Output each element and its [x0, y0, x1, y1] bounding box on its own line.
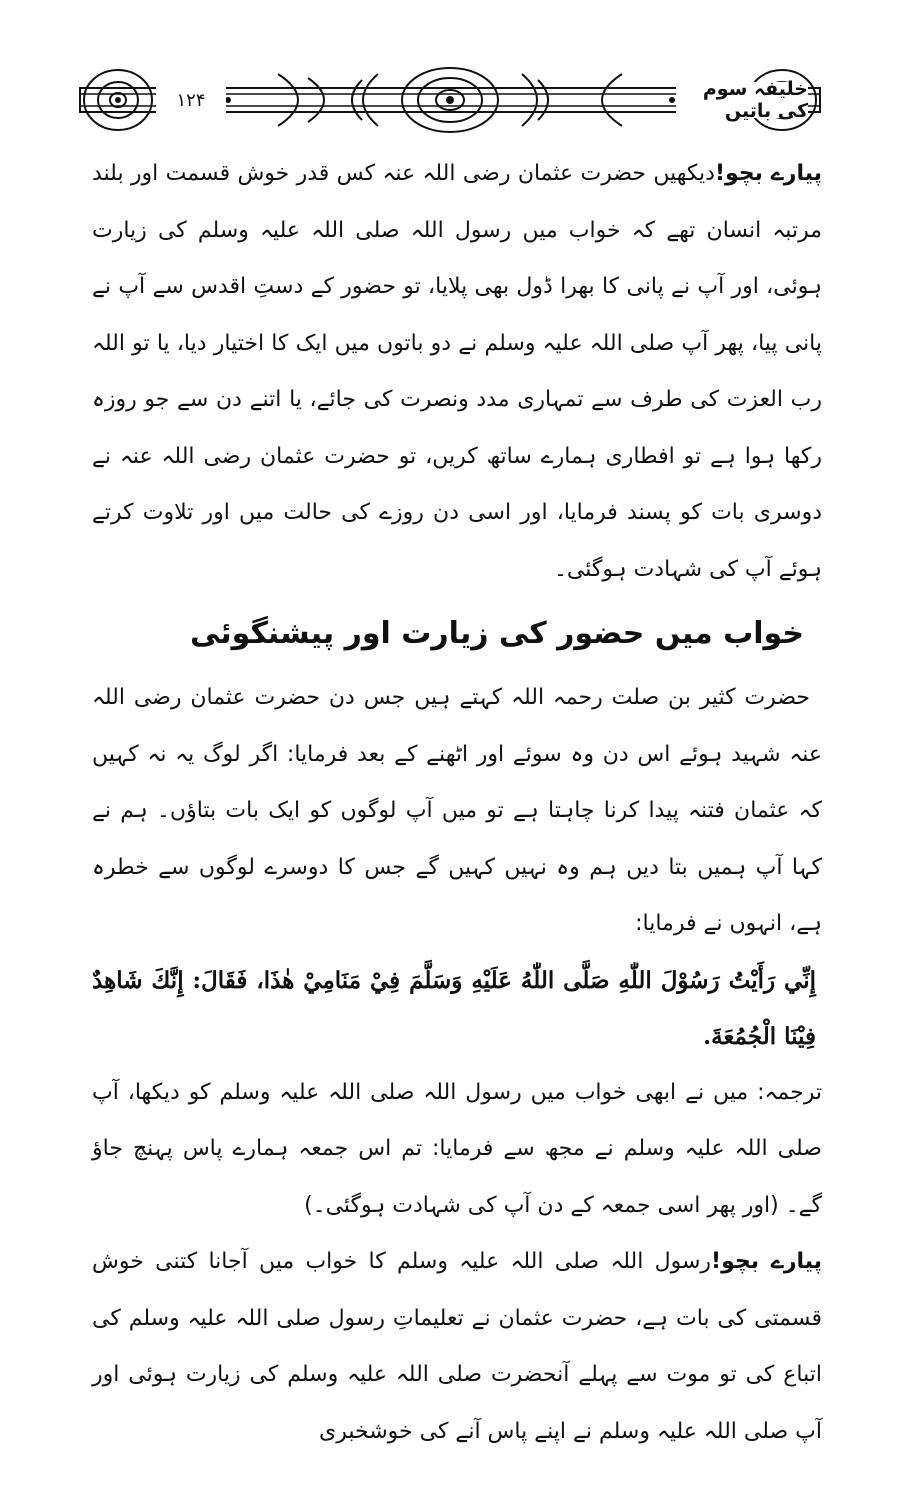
- arabic-hadith-text: إِنِّي رَأَيْتُ رَسُوْلَ اللّٰهِ صَلَّى اللّٰهُ عَلَيْهِ وَسَلَّمَ فِيْ مَنَامِيْ هٰذَا، فَقَالَ: إِنَّكَ شَاهِدٌ فِيْنَا الْجُمُعَةَ.: [92, 966, 816, 1050]
- page-header-ornament: [78, 64, 822, 136]
- page-number: ۱۲۴: [156, 84, 226, 116]
- section-heading: خواب میں حضور کی زیارت اور پیشنگوئی: [190, 616, 804, 651]
- translation-paragraph: ترجمہ: میں نے ابھی خواب میں رسول اللہ صلی اللہ علیہ وسلم کو دیکھا، آپ صلی اللہ علیہ وسلم نے مجھ سے فرمایا: تم اس جمعہ ہمارے پاس پہنچ جاؤ گے۔ (اور پھر اسی جمعہ کے دن آپ کی شہادت ہوگئی۔): [92, 1079, 822, 1218]
- paragraph-1-text: دیکھیں حضرت عثمان رضی اللہ عنہ کس قدر خوش قسمت اور بلند مرتبہ انسان تھے کہ خواب میں رسول اللہ صلی اللہ علیہ وسلم کی زیارت ہوئی، اور آپ نے پانی کا بھرا ڈول بھی پلایا، تو حضور کے دستِ اقدس سے آپ نے پانی پیا، پھر آپ صلی اللہ علیہ وسلم نے دو باتوں میں ایک کا اختیار دیا، یا تو اللہ رب العزت کی طرف سے تمہاری مدد ونصرت کی جائے، یا اتنے دن سے جو روزہ رکھا ہوا ہے تو افطاری ہمارے ساتھ کریں، تو حضرت عثمان رضی اللہ عنہ نے دوسری بات کو پسند فرمایا، اور اسی دن روزے کی حالت میں اور تلاوت کرتے ہوئے آپ کی شہادت ہوگئی۔: [92, 161, 822, 582]
- running-header-title: خلیفہ سوم کی باتیں: [676, 82, 808, 118]
- page-body: [92, 146, 822, 1460]
- paragraph-1: [92, 146, 822, 598]
- paragraph-1-lead: پیارے بچو!: [714, 161, 822, 186]
- paragraph-4-lead: پیارے بچو!: [711, 1249, 822, 1274]
- paragraph-2: حضرت کثیر بن صلت رحمہ اللہ کہتے ہیں جس دن حضرت عثمان رضی اللہ عنہ شہید ہوئے اس دن وہ سوئے اور اٹھنے کے بعد فرمایا: اگر لوگ یہ نہ کہیں کہ عثمان فتنہ پیدا کرنا چاہتا ہے تو میں آپ لوگوں کو ایک بات بتاؤں۔ ہم نے کہا آپ ہمیں بتا دیں ہم وہ نہیں کہیں گے جس کا دوسرے لوگوں سے خطرہ ہے، انہوں نے فرمایا:: [92, 685, 822, 936]
- paragraph-4: [92, 1234, 822, 1460]
- paragraph-4-text: رسول اللہ صلی اللہ علیہ وسلم کا خواب میں آجانا کتنی خوش قسمتی کی بات ہے، حضرت عثمان نے تعلیماتِ رسول صلی اللہ علیہ وسلم کی اتباع کی تو موت سے پہلے آنحضرت صلی اللہ علیہ وسلم کی زیارت ہوئی اور آپ صلی اللہ علیہ وسلم نے اپنے پاس آنے کی خوشخبری: [92, 1249, 822, 1444]
